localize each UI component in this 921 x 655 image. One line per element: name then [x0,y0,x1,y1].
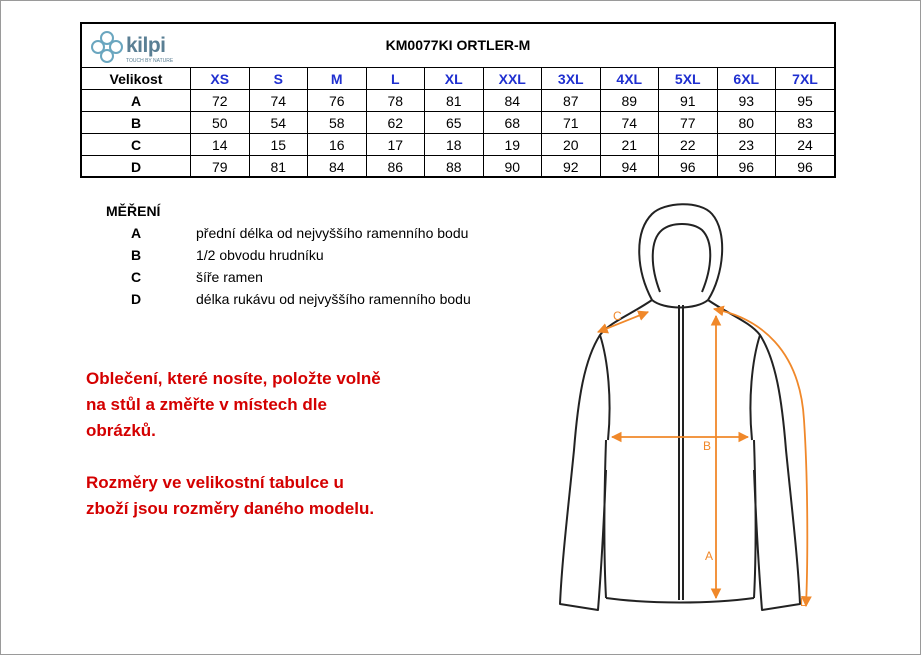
table-cell: 80 [717,112,776,134]
note-line: Rozměry ve velikostní tabulce u [86,473,344,492]
table-cell: 91 [659,90,718,112]
legend-key: C [131,269,142,285]
size-l: L [366,68,425,90]
size-3xl: 3XL [542,68,601,90]
table-cell: 18 [425,134,484,156]
table-cell: 17 [366,134,425,156]
size-grid [82,68,834,177]
table-header [82,24,834,68]
legend-desc: 1/2 obvodu hrudníku [196,247,324,263]
note-line: zboží jsou rozměry daného modelu. [86,499,375,518]
legend-desc: přední délka od nejvyššího ramenního bodu [196,225,469,241]
size-xxl: XXL [483,68,542,90]
table-cell: 58 [308,112,367,134]
table-cell: 81 [249,156,308,178]
size-s: S [249,68,308,90]
size-4xl: 4XL [600,68,659,90]
table-cell: 76 [308,90,367,112]
row-label: B [82,112,191,134]
label-d: D [800,595,809,609]
table-cell: 77 [659,112,718,134]
size-m: M [308,68,367,90]
table-row [82,134,834,156]
table-cell: 96 [659,156,718,178]
disclaimer-note [86,470,446,522]
jacket-diagram [540,196,830,624]
measurements-title: MĚŘENÍ [106,203,161,219]
legend-desc: délka rukávu od nejvyššího ramenního bodu [196,291,471,307]
table-cell: 50 [191,112,250,134]
size-7xl: 7XL [776,68,835,90]
table-cell: 96 [717,156,776,178]
table-cell: 72 [191,90,250,112]
size-5xl: 5XL [659,68,718,90]
table-cell: 90 [483,156,542,178]
table-row [82,90,834,112]
size-table [80,22,836,178]
legend-item [0,247,560,267]
size-6xl: 6XL [717,68,776,90]
table-cell: 93 [717,90,776,112]
table-cell: 24 [776,134,835,156]
table-row [82,112,834,134]
row-header-label: Velikost [82,68,191,90]
row-label: A [82,90,191,112]
table-cell: 74 [600,112,659,134]
table-cell: 79 [191,156,250,178]
legend-desc: šíře ramen [196,269,263,285]
legend-item [0,225,560,245]
size-xs: XS [191,68,250,90]
table-cell: 96 [776,156,835,178]
table-cell: 87 [542,90,601,112]
table-cell: 84 [483,90,542,112]
table-cell: 94 [600,156,659,178]
table-cell: 92 [542,156,601,178]
table-cell: 71 [542,112,601,134]
table-cell: 16 [308,134,367,156]
table-cell: 62 [366,112,425,134]
label-a: A [705,549,714,563]
size-xl: XL [425,68,484,90]
table-cell: 78 [366,90,425,112]
table-cell: 88 [425,156,484,178]
table-cell: 14 [191,134,250,156]
instruction-note [86,366,446,444]
table-cell: 86 [366,156,425,178]
table-cell: 19 [483,134,542,156]
brand-tagline: TOUCH BY NATURE [126,58,174,64]
legend-item [0,291,560,311]
label-c: C [613,309,622,323]
table-cell: 23 [717,134,776,156]
legend-key: A [131,225,142,241]
table-cell: 89 [600,90,659,112]
table-cell: 20 [542,134,601,156]
table-cell: 15 [249,134,308,156]
note-line: Oblečení, které nosíte, položte volně [86,369,381,388]
size-header-row [82,68,834,90]
legend-key: D [131,291,142,307]
table-cell: 65 [425,112,484,134]
table-cell: 83 [776,112,835,134]
note-line: obrázků. [86,421,156,440]
table-cell: 22 [659,134,718,156]
model-title: KM0077KI ORTLER-M [385,37,531,53]
note-line: na stůl a změřte v místech dle [86,395,327,414]
table-row [82,156,834,178]
label-b: B [703,439,712,453]
row-label: C [82,134,191,156]
table-cell: 74 [249,90,308,112]
row-label: D [82,156,191,178]
legend-item [0,269,560,289]
table-cell: 84 [308,156,367,178]
brand-name: kilpi [126,34,166,57]
legend-key: B [131,247,142,263]
table-cell: 68 [483,112,542,134]
table-cell: 81 [425,90,484,112]
table-cell: 95 [776,90,835,112]
table-cell: 21 [600,134,659,156]
table-cell: 54 [249,112,308,134]
